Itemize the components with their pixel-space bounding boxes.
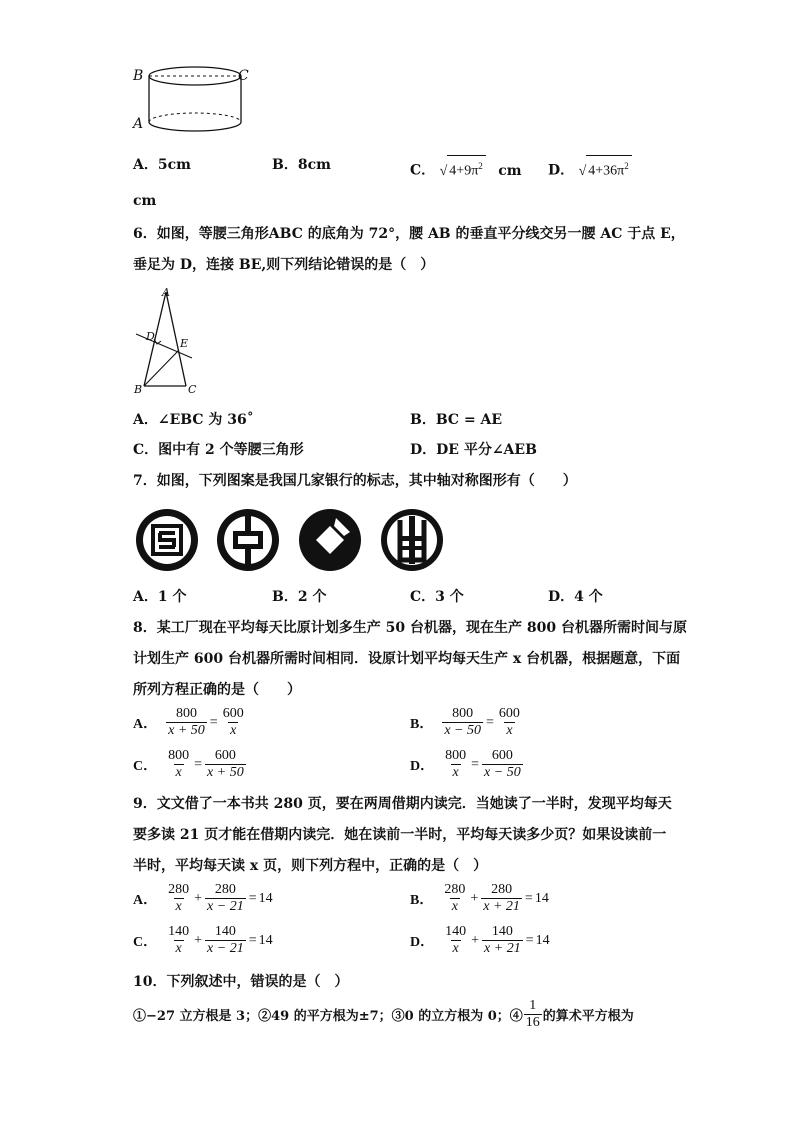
q8-option-c: C． $\frac{800}{x}$ = $\frac{600}{x + 50}$ <box>133 748 244 780</box>
q8-line1: 8．某工厂现在平均每天比原计划多生产 50 台机器，现在生产 800 台机器所需时间与原 <box>133 620 687 636</box>
q6-option-c: C．图中有 2 个等腰三角形 <box>133 442 304 458</box>
fig-label-c: C <box>188 383 197 396</box>
q9-line2: 要多读 21 页才能在借期内读完．她在读前一半时，平均每天读多少页？如果设读前一 <box>133 827 667 843</box>
sqrt-expression: √ $4+36\pi^2$ <box>579 155 632 182</box>
sqrt-expression: √ $4+9\pi^2$ <box>440 155 486 182</box>
q5-option-d-unit: cm <box>133 193 157 209</box>
q7-option-b: B．2 个 <box>272 589 327 605</box>
q8-line3: 所列方程正确的是（ ） <box>133 682 301 698</box>
bank-logo-3-icon <box>296 506 364 574</box>
q6-option-d: D．DE 平分∠AEB <box>410 442 537 458</box>
fig-label-c: C <box>238 68 249 84</box>
q10-line2: ①−27 立方根是 3；②49 的平方根为±7；③0 的立方根为 0；④ $\frac{1}{16}$ 的算术平方根为 <box>133 998 634 1030</box>
q9-line3: 半时，平均每天读 x 页，则下列方程中，正确的是（ ） <box>133 858 488 874</box>
fig-label-a: A <box>133 116 144 132</box>
q7-line1: 7．如图，下列图案是我国几家银行的标志，其中轴对称图形有（ ） <box>133 473 577 489</box>
q7-option-a: A．1 个 <box>133 589 187 605</box>
fig-label-e: E <box>180 337 189 350</box>
q8-option-d: D． $\frac{800}{x}$ = $\frac{600}{x - 50}$ <box>410 748 521 780</box>
fig-label-d: D <box>146 330 155 343</box>
q9-option-c: C． $\frac{140}{x}$ + $\frac{140}{x - 21}$ = 14 <box>133 924 273 956</box>
q8-option-b: B． $\frac{800}{x - 50}$ = $\frac{600}{x}$ <box>410 706 520 738</box>
q5-option-d: D． √ $4+36\pi^2$ <box>548 155 632 182</box>
q8-option-a: A． $\frac{800}{x + 50}$ = $\frac{600}{x}$ <box>133 706 244 738</box>
q5-option-a: A．5cm <box>133 157 191 173</box>
q5-option-c: C． √ $4+9\pi^2$ cm <box>410 155 522 182</box>
bank-logo-2-icon <box>214 506 282 574</box>
q6-line1: 6．如图，等腰三角形ABC 的底角为 72°，腰 AB 的垂直平分线交另一腰 AC 于点 E， <box>133 226 685 242</box>
q9-option-b: B． $\frac{280}{x}$ + $\frac{280}{x + 21}$ = 14 <box>410 882 549 914</box>
fig-label-b: B <box>134 383 143 396</box>
q7-option-d: D．4 个 <box>548 589 603 605</box>
q8-line2: 计划生产 600 台机器所需时间相同．设原计划平均每天生产 x 台机器，根据题意，下面 <box>133 651 681 667</box>
bank-logo-4-icon <box>378 506 446 574</box>
q6-line2: 垂足为 D，连接 BE,则下列结论错误的是（ ） <box>133 257 435 273</box>
q9-line1: 9．文文借了一本书共 280 页，要在两周借期内读完．当她读了一半时，发现平均每天 <box>133 796 672 812</box>
q7-option-c: C．3 个 <box>410 589 464 605</box>
q6-option-b: B．BC = AE <box>410 412 503 428</box>
q10-line1: 10．下列叙述中，错误的是（ ） <box>133 974 349 990</box>
q5-option-b: B．8cm <box>272 157 331 173</box>
q9-option-a: A． $\frac{280}{x}$ + $\frac{280}{x - 21}$ = 14 <box>133 882 273 914</box>
fig-label-b: B <box>133 68 144 84</box>
fig-label-a: A <box>162 286 170 299</box>
q9-option-d: D． $\frac{140}{x}$ + $\frac{140}{x + 21}$ = 14 <box>410 924 550 956</box>
q6-option-a: A．∠EBC 为 36˚ <box>133 412 254 428</box>
bank-logo-1-icon <box>133 506 201 574</box>
